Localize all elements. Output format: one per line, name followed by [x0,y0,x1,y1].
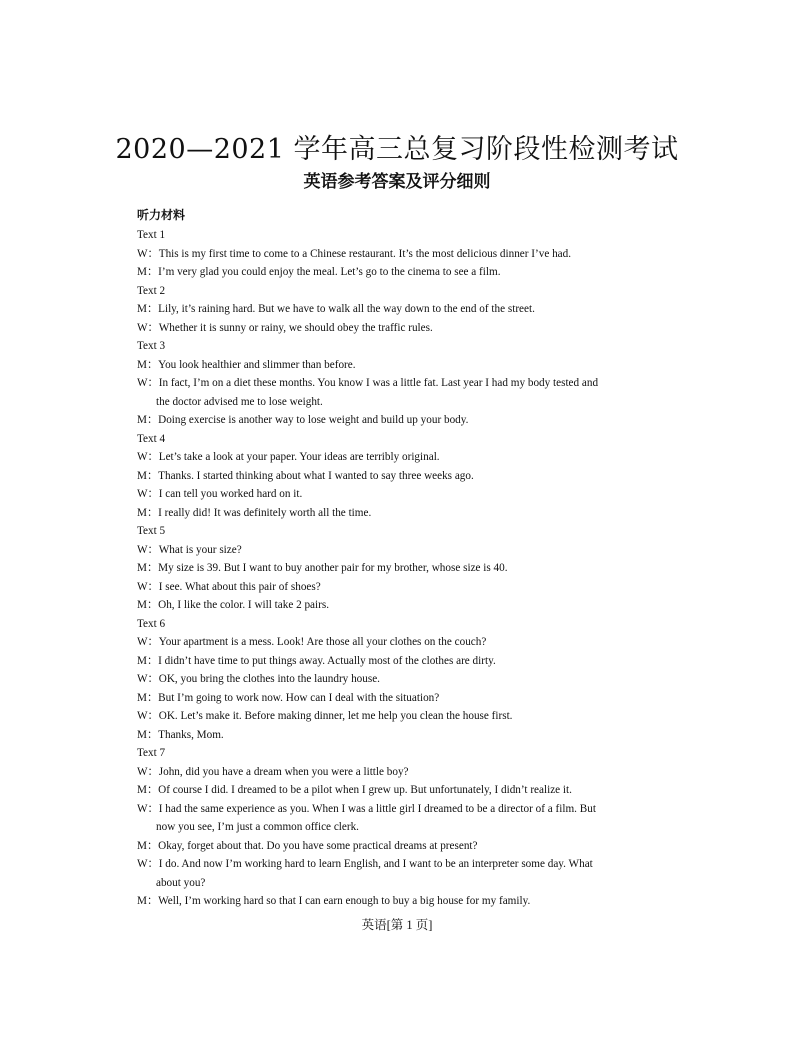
dialogue-line: M：Okay, forget about that. Do you have some practical dreams at present? [137,839,478,852]
dialogue-line: W：OK. Let’s make it. Before making dinner, let me help you clean the house first. [137,710,513,722]
dialogue-line: W：I do. And now I’m working hard to learn English, and I want to be an interpreter some day. What [137,858,593,870]
dialogue-line: W：Whether it is sunny or rainy, we should obey the traffic rules. [137,321,433,334]
dialogue-line: W：Let’s take a look at your paper. Your ideas are terribly original. [137,451,440,463]
dialogue-line: M：Well, I’m working hard so that I can earn enough to buy a big house for my family. [137,895,531,907]
dialogue-line: W：OK, you bring the clothes into the laundry house. [137,673,380,685]
text-heading: Text 7 [137,747,166,759]
text-heading: Text 3 [137,340,166,352]
text-heading: Text 5 [137,525,166,537]
dialogue-line: W：I had the same experience as you. When I was a little girl I dreamed to be a director of a film. But [137,802,596,815]
dialogue-line: M：I really did! It was definitely worth all the time. [137,506,372,519]
dialogue-continuation: about you? [156,876,206,889]
dialogue-line: W：John, did you have a dream when you were a little boy? [137,765,409,778]
dialogue-line: M：Lily, it’s raining hard. But we have to walk all the way down to the end of the street. [137,303,535,315]
dialogue-line: M：You look healthier and slimmer than before. [137,358,356,371]
dialogue-line: W：What is your size? [137,543,242,556]
section-heading: 听力材料 [137,208,186,222]
dialogue-line: W：In fact, I’m on a diet these months. You know I was a little fat. Last year I had my body tested and [137,377,599,389]
dialogue-line: W：I can tell you worked hard on it. [137,488,303,500]
page-footer: 英语[第 1 页] [361,918,433,932]
dialogue-line: M：Thanks. I started thinking about what I wanted to say three weeks ago. [137,469,474,482]
dialogue-line: M：Thanks, Mom. [137,728,224,741]
text-heading: Text 1 [137,229,166,241]
dialogue-line: M：But I’m going to work now. How can I deal with the situation? [137,691,440,704]
dialogue-line: W：This is my first time to come to a Chinese restaurant. It’s the most delicious dinner I’ve had. [137,247,572,260]
text-heading: Text 4 [137,432,166,445]
dialogue-line: W：Your apartment is a mess. Look! Are those all your clothes on the couch? [137,636,487,648]
dialogue-line: M：I didn’t have time to put things away. Actually most of the clothes are dirty. [137,654,496,667]
dialogue-line: M：I’m very glad you could enjoy the meal. Let’s go to the cinema to see a film. [137,266,501,278]
dialogue-line: M：Oh, I like the color. I will take 2 pairs. [137,599,330,611]
transcript-body [137,226,677,911]
document-subtitle: 英语参考答案及评分细则 [303,172,491,192]
dialogue-line: M：My size is 39. But I want to buy another pair for my brother, whose size is 40. [137,562,508,574]
text-heading: Text 6 [137,617,166,630]
dialogue-line: M：Doing exercise is another way to lose weight and build up your body. [137,414,469,426]
text-heading: Text 2 [137,284,166,297]
dialogue-line: W：I see. What about this pair of shoes? [137,580,321,593]
dialogue-continuation: the doctor advised me to lose weight. [156,395,323,408]
document-title: 2020—2021 学年高三总复习阶段性检测考试 [115,134,679,165]
dialogue-continuation: now you see, I’m just a common office clerk. [156,821,359,833]
dialogue-line: M：Of course I did. I dreamed to be a pilot when I grew up. But unfortunately, I didn’t realize it. [137,784,572,796]
